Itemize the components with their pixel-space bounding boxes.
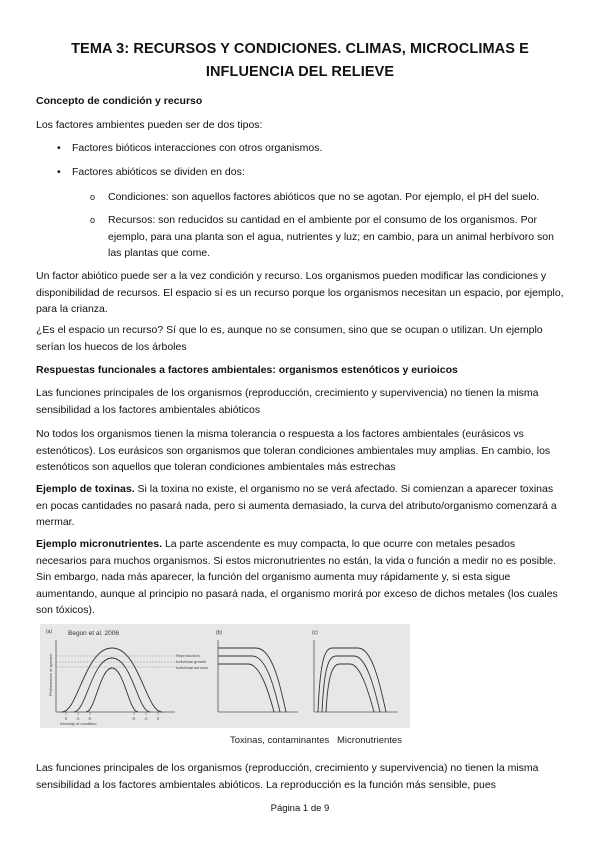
curve-reproduction	[86, 668, 138, 712]
paragraph-toxinas	[36, 481, 566, 531]
sub-bullet-item	[90, 189, 563, 206]
micro-text: La parte ascendente es muy compacta, lo que ocurre con metales pesados necesarios para muchos organismos. Si estos micronutrientes no están, la vida o función a medir no es posible. Sin embargo, nada más aparecer, la función del organismo aumenta muy rápidamente y, si esta sigue aumentando, aunque al principio no pasará nada, el organismo morirá por exceso de dichos metales (los cuales son tóxicos).	[36, 538, 558, 616]
paragraph: No todos los organismos tienen la misma tolerancia o respuesta a los factores ambientales (eurásicos vs estenóticos). Los eurásicos son organismos que toleran condiciones ambientales muy amplias. En cambio, los estenóticos son aquellos que toleran condiciones ambientales más estrechas	[36, 428, 551, 473]
paragraph: Las funciones principales de los organismos (reproducción, crecimiento y supervivencia) no tienen la misma sensibilidad a los factores ambientales abióticos	[36, 387, 539, 416]
tick-label: G	[76, 716, 80, 721]
panel-c-label: (c)	[312, 630, 318, 636]
circle-bullet-icon: o	[90, 215, 96, 225]
figure-performance-curves	[40, 624, 410, 728]
figure-svg	[40, 624, 410, 728]
panel-c-curve	[326, 664, 374, 712]
tick-label: S	[156, 716, 160, 721]
tick-label: G	[144, 716, 148, 721]
panel-a-ylabel: Performance of species	[48, 653, 53, 696]
bullet-text: Factores bióticos interacciones con otros organismos.	[72, 142, 323, 154]
legend-growth: Individual growth	[176, 659, 207, 664]
bullet-icon: •	[57, 142, 61, 154]
bullet-item	[57, 140, 323, 156]
section-heading-respuestas: Respuestas funcionales a factores ambientales: organismos estenóticos y eurioicos	[36, 364, 458, 376]
panel-a-citation: Begon et al. 2006	[68, 630, 119, 637]
section-heading-condicion-recurso: Concepto de condición y recurso	[36, 95, 203, 107]
panel-b-curve	[218, 648, 286, 712]
panel-b-label: (b)	[216, 630, 223, 636]
legend-reproduction: Reproduction	[176, 653, 200, 658]
panel-b-curve	[218, 664, 274, 712]
bullet-icon: •	[57, 166, 61, 178]
page-number: Página 1 de 9	[270, 803, 330, 814]
paragraph-micronutrientes	[36, 536, 566, 619]
title-line-1: TEMA 3: RECURSOS Y CONDICIONES. CLIMAS, MICROCLIMAS E	[71, 41, 529, 57]
micro-bold: Ejemplo micronutrientes.	[36, 538, 163, 550]
legend-survival: Individual survival	[176, 665, 208, 670]
curve-growth	[74, 658, 150, 712]
sub-bullet-item	[90, 212, 563, 262]
toxinas-bold: Ejemplo de toxinas.	[36, 483, 135, 495]
panel-a-label: (a)	[46, 629, 53, 635]
sub-bullet-text: Condiciones: son aquellos factores abióticos que no se agotan. Por ejemplo, el pH del suelo.	[108, 191, 540, 203]
intro-paragraph: Los factores ambientes pueden ser de dos tipos:	[36, 119, 263, 131]
tick-label: S	[64, 716, 68, 721]
paragraph: Las funciones principales de los organismos (reproducción, crecimiento y supervivencia) no tienen la misma sensibilidad a los factores ambientales abióticos. La reproducción es la función más sensible, pues	[36, 762, 539, 791]
paragraph: Un factor abiótico puede ser a la vez condición y recurso. Los organismos pueden modificar las condiciones y disponibilidad de recursos. El espacio sí es un recurso porque los organismos necesitan un espacio, por ejemplo, para la crianza.	[36, 270, 564, 315]
paragraph: ¿Es el espacio un recurso? Sí que lo es, aunque no se consumen, sino que se ocupan o utilizan. Un ejemplo serían los huecos de los árboles	[36, 324, 543, 353]
circle-bullet-icon: o	[90, 192, 96, 202]
bullet-item	[57, 164, 245, 180]
caption-toxinas: Toxinas, contaminantes	[230, 735, 330, 746]
toxinas-text: Si la toxina no existe, el organismo no se verá afectado. Si comienzan a aparecer toxinas en pocas cantidades no pasará nada, pero si aumenta demasiado, la curva del atributo/organismo comenzará a mermar.	[36, 483, 557, 528]
page-title	[40, 38, 560, 84]
tick-label: R	[132, 716, 136, 721]
sub-bullet-text: Recursos: son reducidos su cantidad en el ambiente por el consumo de los organismos. Por ejemplo, para una planta son el agua, nutrientes y luz; en cambio, para un animal herbívoro son las plantas que come.	[108, 214, 554, 259]
caption-micronutrientes: Micronutrientes	[337, 735, 402, 746]
panel-a-xlabel: Intensity of condition	[60, 721, 97, 726]
title-line-2: INFLUENCIA DEL RELIEVE	[205, 64, 395, 80]
panel-c-curve	[318, 648, 386, 712]
tick-label: R	[88, 716, 92, 721]
bullet-text: Factores abióticos se dividen en dos:	[72, 166, 245, 178]
